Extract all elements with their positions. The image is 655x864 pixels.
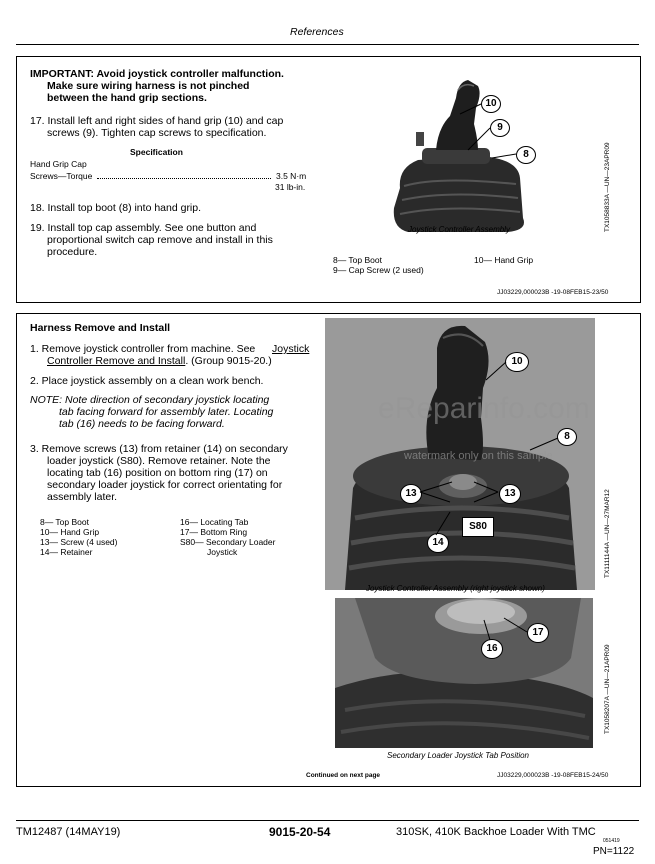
legend-item: 17— Bottom Ring bbox=[180, 527, 248, 537]
callout-10: 10 bbox=[481, 95, 501, 113]
step-19-line-2: proportional switch cap remove and install in this bbox=[47, 234, 273, 246]
footer-rule bbox=[16, 820, 639, 821]
joystick-remove-link-part-1[interactable]: Joystick bbox=[272, 343, 310, 355]
spec-title: Specification bbox=[130, 147, 183, 157]
step-1-line-2 bbox=[47, 355, 272, 367]
section-1-footer-code: JJ03229,000023B -19-08FEB15-23/50 bbox=[497, 289, 609, 296]
callout-10: 10 bbox=[505, 352, 529, 372]
step-17-line-2: screws (9). Tighten cap screws to specification. bbox=[47, 127, 267, 139]
step-17-line-1: 17. Install left and right sides of hand grip (10) and cap bbox=[30, 115, 284, 127]
legend-item: Joystick bbox=[207, 547, 238, 557]
step-1-line-1: 1. Remove joystick controller from machine. See bbox=[30, 343, 256, 355]
section-2-title: Harness Remove and Install bbox=[30, 322, 171, 334]
figure-1-caption: Joystick Controller Assembly bbox=[408, 225, 510, 234]
callout-9: 9 bbox=[490, 119, 510, 137]
footer-page-number: 9015-20-54 bbox=[269, 825, 331, 839]
joystick-remove-link-part-2[interactable]: Controller Remove and Install bbox=[47, 355, 186, 367]
callout-leaders-fig2 bbox=[410, 340, 580, 540]
page-header-title: References bbox=[290, 26, 344, 38]
callout-8: 8 bbox=[557, 428, 577, 446]
step-19-line-1: 19. Install top cap assembly. See one button and bbox=[30, 222, 257, 234]
footer-pn: PN=1122 bbox=[593, 846, 635, 857]
note-line-2: tab facing forward for assembly later. Locating bbox=[59, 406, 274, 418]
callout-16: 16 bbox=[481, 639, 503, 659]
callout-s80: S80 bbox=[462, 517, 494, 537]
footer-date-code: 051419 bbox=[603, 838, 620, 844]
step-3-line-1: 3. Remove screws (13) from retainer (14) on secondary bbox=[30, 443, 288, 455]
footer-machine-title: 310SK, 410K Backhoe Loader With TMC bbox=[396, 826, 596, 838]
figure-2-caption: Joystick Controller Assembly (right joystick shown) bbox=[366, 584, 545, 593]
callout-leaders-fig3 bbox=[470, 610, 540, 650]
important-line-3: between the hand grip sections. bbox=[47, 92, 207, 104]
step-3-line-5: assembly later. bbox=[47, 491, 118, 503]
figure-1-id: TX1058833A —UN—23APR09 bbox=[604, 142, 611, 232]
step-19-line-3: procedure. bbox=[47, 246, 98, 258]
spec-row-3-value: 31 lb-in. bbox=[275, 182, 306, 192]
watermark-text: watermark only on this sample bbox=[404, 450, 553, 462]
spec-row-2-label: Screws—Torque bbox=[30, 171, 93, 181]
callout-13-left: 13 bbox=[400, 484, 422, 504]
step-18: 18. Install top boot (8) into hand grip. bbox=[30, 202, 202, 214]
legend-item: S80— Secondary Loader bbox=[180, 537, 276, 547]
step-3-line-2: loader joystick (S80). Remove retainer. Note the bbox=[47, 455, 271, 467]
legend-item: 14— Retainer bbox=[40, 547, 93, 557]
legend-item: 13— Screw (4 used) bbox=[40, 537, 118, 547]
callout-leaders-fig1 bbox=[440, 100, 530, 170]
important-line-2: Make sure wiring harness is not pinched bbox=[47, 80, 250, 92]
step-3-line-3: locating tab (16) position on bottom ring (17) on bbox=[47, 467, 268, 479]
callout-17: 17 bbox=[527, 623, 549, 643]
step-3-line-4: secondary loader joystick for correct orientating for bbox=[47, 479, 283, 491]
figure-3-id: TX1058207A —UN—21APR09 bbox=[604, 644, 611, 734]
spec-row-2-value: 3.5 N·m bbox=[276, 171, 307, 181]
legend-hand-grip: 10— Hand Grip bbox=[474, 255, 534, 265]
figure-3-caption: Secondary Loader Joystick Tab Position bbox=[387, 751, 530, 760]
note-line-1: NOTE: Note direction of secondary joystick locating bbox=[30, 394, 270, 406]
callout-14: 14 bbox=[427, 533, 449, 553]
tab-position-photo bbox=[335, 598, 593, 748]
legend-item: 10— Hand Grip bbox=[40, 527, 100, 537]
figure-2-id: TX1111144A —UN—27MAR12 bbox=[604, 489, 611, 578]
callout-8: 8 bbox=[516, 146, 536, 164]
note-line-3: tab (16) needs to be facing forward. bbox=[59, 418, 225, 430]
spec-leader-dots bbox=[97, 178, 271, 179]
continued-note: Continued on next page bbox=[306, 772, 381, 779]
step-2: 2. Place joystick assembly on a clean work bench. bbox=[30, 375, 264, 387]
legend-top-boot: 8— Top Boot bbox=[333, 255, 382, 265]
header-rule bbox=[16, 44, 639, 45]
legend-cap-screw: 9— Cap Screw (2 used) bbox=[333, 265, 424, 275]
important-line-1: IMPORTANT: Avoid joystick controller malfunction. bbox=[30, 68, 284, 80]
watermark-logo: eReparinfo.com bbox=[378, 392, 590, 425]
step-1-group-ref: . (Group 9015-20.) bbox=[185, 355, 272, 367]
legend-item: 16— Locating Tab bbox=[180, 517, 249, 527]
spec-row-1: Hand Grip Cap bbox=[30, 159, 87, 169]
callout-13-right: 13 bbox=[499, 484, 521, 504]
section-2-footer-code: JJ03229,000023B -19-08FEB15-24/50 bbox=[497, 772, 609, 779]
legend-item: 8— Top Boot bbox=[40, 517, 89, 527]
footer-manual-id: TM12487 (14MAY19) bbox=[16, 826, 121, 838]
